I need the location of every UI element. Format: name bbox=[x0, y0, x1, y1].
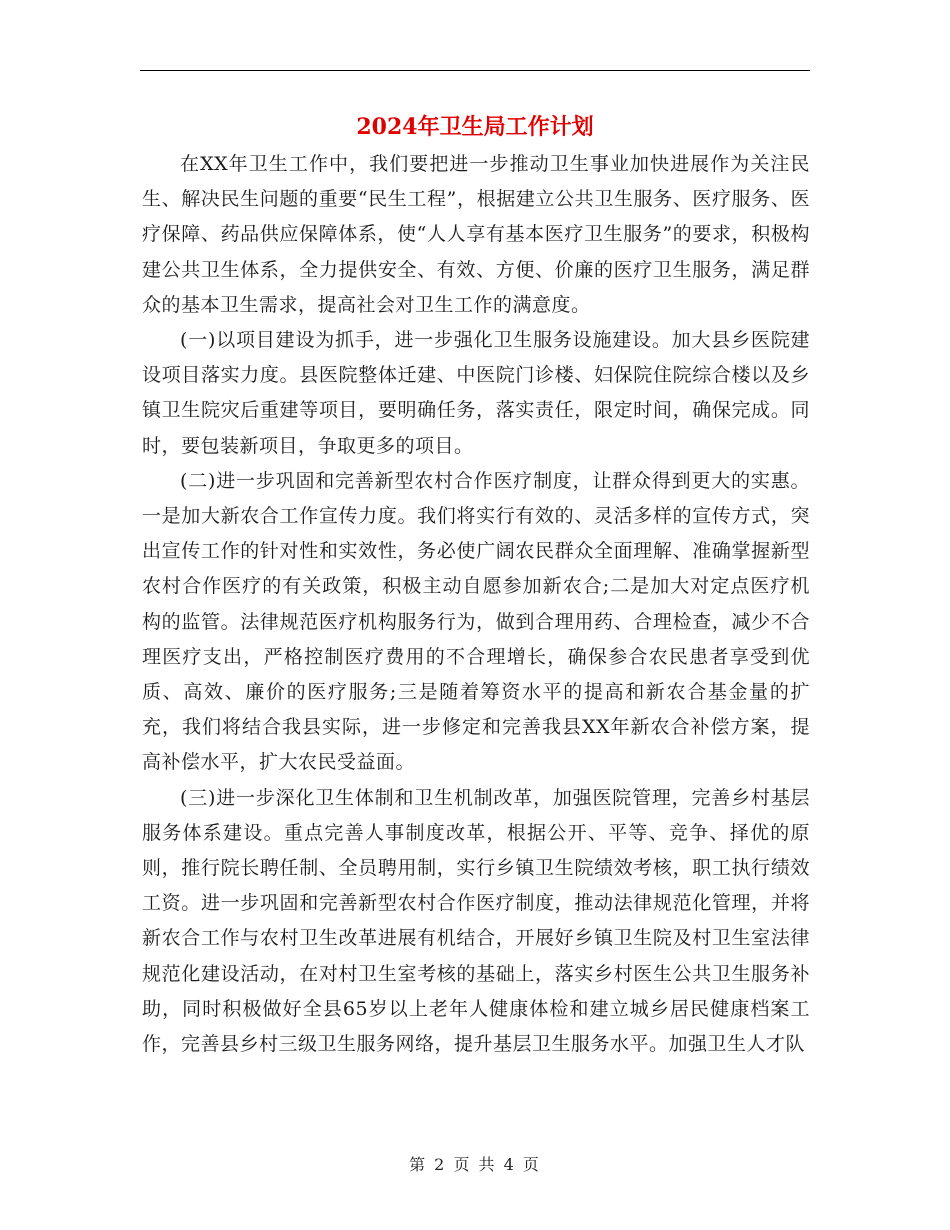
paragraph-intro: 在XX年卫生工作中，我们要把进一步推动卫生事业加快进展作为关注民生、解决民生问题的重要“民生工程”，根据建立公共卫生服务、医疗服务、医疗保障、药品供应保障体系，使“人人享有基本医疗卫生服务”的要求，积极构建公共卫生体系，全力提供安全、有效、方便、价廉的医疗卫生服务，满足群众的基本卫生需求，提高社会对卫生工作的满意度。 bbox=[142, 153, 810, 316]
document-title: 2024年卫生局工作计划 bbox=[356, 114, 594, 140]
document-body bbox=[142, 147, 810, 1062]
header-rule bbox=[140, 70, 810, 71]
page-number: 第 2 页 共 4 页 bbox=[409, 1155, 541, 1174]
paragraph-section-2: (二)进一步巩固和完善新型农村合作医疗制度，让群众得到更大的实惠。一是加大新农合工作宣传力度。我们将实行有效的、灵活多样的宣传方式，突出宣传工作的针对性和实效性，务必使广阔农民群众全面理解、准确掌握新型农村合作医疗的有关政策，积极主动自愿参加新农合;二是加大对定点医疗机构的监管。法律规范医疗机构服务行为，做到合理用药、合理检查，减少不合理医疗支出，严格控制医疗费用的不合理增长，确保参合农民患者享受到优质、高效、廉价的医疗服务;三是随着筹资水平的提高和新农合基金量的扩充，我们将结合我县实际，进一步修定和完善我县XX年新农合补偿方案，提高补偿水平，扩大农民受益面。 bbox=[142, 469, 810, 774]
paragraph-section-1: (一)以项目建设为抓手，进一步强化卫生服务设施建设。加大县乡医院建设项目落实力度。县医院整体迁建、中医院门诊楼、妇保院住院综合楼以及乡镇卫生院灾后重建等项目，要明确任务，落实责任，限定时间，确保完成。同时，要包装新项目，争取更多的项目。 bbox=[142, 329, 810, 457]
paragraph-section-3: (三)进一步深化卫生体制和卫生机制改革，加强医院管理，完善乡村基层服务体系建设。重点完善人事制度改革，根据公开、平等、竞争、择优的原则，推行院长聘任制、全员聘用制，实行乡镇卫生院绩效考核，职工执行绩效工资。进一步巩固和完善新型农村合作医疗制度，推动法律规范化管理，并将新农合工作与农村卫生改革进展有机结合，开展好乡镇卫生院及村卫生室法律规范化建设活动，在对村卫生室考核的基础上，落实乡村医生公共卫生服务补助，同时积极做好全县65岁以上老年人健康体检和建立城乡居民健康档案工作，完善县乡村三级卫生服务网络，提升基层卫生服务水平。加强卫生人才队 bbox=[142, 786, 810, 1056]
